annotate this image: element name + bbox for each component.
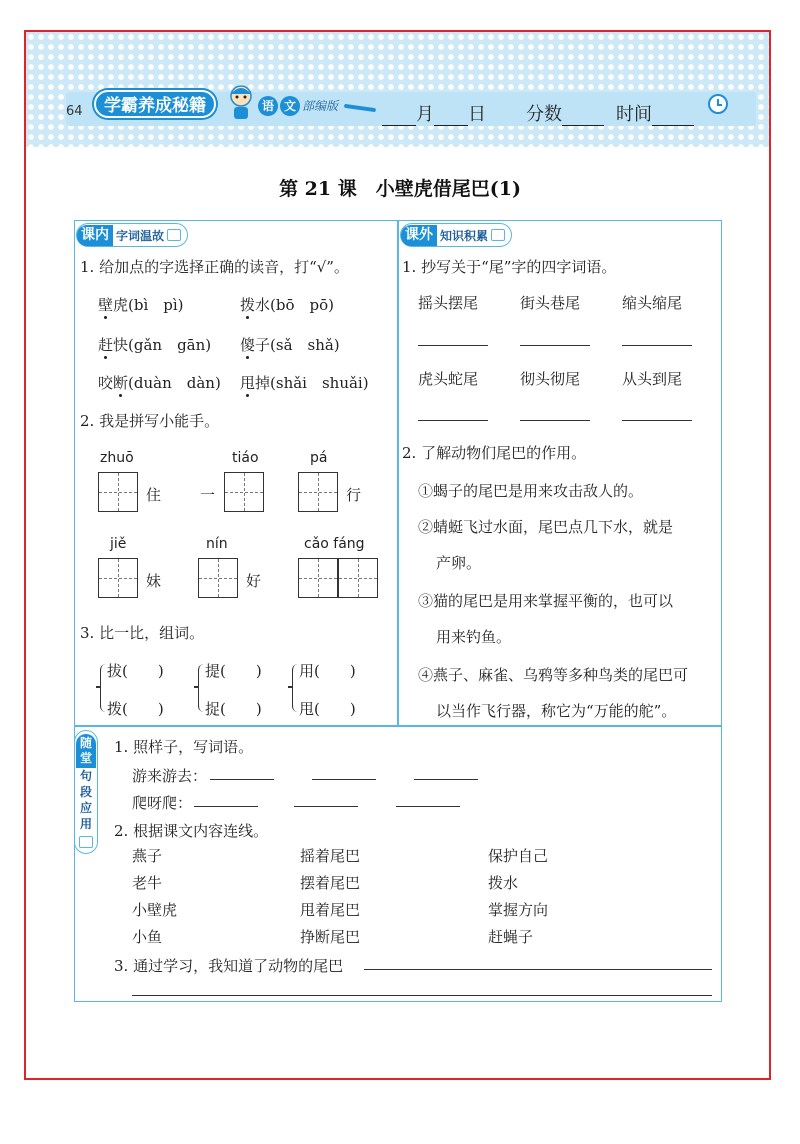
question-1-right: 1. 抄写关于“尾”字的四字词语。 xyxy=(402,258,617,276)
pinyin-label: zhuō xyxy=(100,450,134,466)
subject-badge xyxy=(258,96,300,116)
match-action[interactable]: 摇着尾巴 xyxy=(300,847,361,865)
writing-grid[interactable] xyxy=(224,472,264,512)
book-icon xyxy=(491,229,505,241)
book-icon xyxy=(167,229,181,241)
pinyin-label: tiáo xyxy=(232,450,259,466)
pinyin-label: nín xyxy=(206,536,228,552)
word-blank[interactable] xyxy=(194,806,258,807)
copy-blank[interactable] xyxy=(622,345,692,346)
month-label: 月 xyxy=(416,104,434,125)
match-animal[interactable]: 燕子 xyxy=(132,847,163,865)
clock-icon xyxy=(708,94,728,114)
idiom: 从头到尾 xyxy=(622,370,683,388)
time-label: 时间 xyxy=(616,104,652,125)
fact-line: 用来钓鱼。 xyxy=(436,628,512,646)
question-2-bottom: 2. 根据课文内容连线。 xyxy=(114,822,269,840)
idiom: 彻头彻尾 xyxy=(520,370,581,388)
copy-blank[interactable] xyxy=(418,420,488,421)
compare-item[interactable]: 拨( ) xyxy=(107,700,164,718)
compare-item[interactable]: 提( ) xyxy=(205,662,262,680)
grid-char: 好 xyxy=(246,572,262,590)
tag-text: 字词温故 xyxy=(116,228,165,243)
word-blank[interactable] xyxy=(414,779,478,780)
pronunciation-item[interactable]: 赶快(gǎn gān) xyxy=(98,336,212,354)
pronunciation-item[interactable]: 壁虎(bì pì) xyxy=(98,296,184,314)
answer-blank[interactable] xyxy=(364,969,712,970)
grid-char: 行 xyxy=(346,486,362,504)
match-animal[interactable]: 小壁虎 xyxy=(132,901,178,919)
date-score-line xyxy=(382,100,694,126)
copy-blank[interactable] xyxy=(520,420,590,421)
section-tag-extracurricular xyxy=(400,223,512,247)
word-blank[interactable] xyxy=(294,806,358,807)
example-word: 爬呀爬： xyxy=(132,794,193,812)
question-3-left: 3. 比一比，组词。 xyxy=(80,624,205,642)
vtag-box: 随堂 xyxy=(76,734,96,768)
pronunciation-item[interactable]: 傻子(sǎ shǎ) xyxy=(240,336,340,354)
question-1-left: 1. 给加点的字选择正确的读音，打“√”。 xyxy=(80,258,349,276)
answer-blank[interactable] xyxy=(132,995,712,996)
fact-line: 产卵。 xyxy=(436,554,482,572)
match-animal[interactable]: 老牛 xyxy=(132,874,163,892)
tag-box: 课内 xyxy=(77,225,113,246)
match-purpose[interactable]: 保护自己 xyxy=(488,847,549,865)
vtag-char: 段 xyxy=(79,785,92,799)
word-blank[interactable] xyxy=(312,779,376,780)
writing-grid[interactable] xyxy=(98,472,138,512)
fact-line: ③猫的尾巴是用来掌握平衡的，也可以 xyxy=(418,592,674,610)
writing-grid[interactable] xyxy=(198,558,238,598)
pinyin-label: jiě xyxy=(110,536,127,552)
compare-item[interactable]: 甩( ) xyxy=(299,700,356,718)
tag-box: 课外 xyxy=(401,225,437,246)
score-blank[interactable] xyxy=(562,108,604,126)
pronunciation-item[interactable]: 咬断(duàn dàn) xyxy=(98,374,221,392)
brand-logo: 学霸养成秘籍 xyxy=(94,90,216,118)
page-number: 64 xyxy=(66,104,83,119)
match-purpose[interactable]: 赶蝇子 xyxy=(488,928,534,946)
idiom: 摇头摆尾 xyxy=(418,294,479,312)
vtag-char: 应 xyxy=(79,801,92,815)
idiom: 虎头蛇尾 xyxy=(418,370,479,388)
day-label: 日 xyxy=(468,104,486,125)
tag-text: 知识积累 xyxy=(440,228,489,243)
grid-char: 一 xyxy=(200,486,216,504)
day-blank[interactable] xyxy=(434,108,468,126)
time-blank[interactable] xyxy=(652,108,694,126)
pronunciation-item[interactable]: 拨水(bō pō) xyxy=(240,296,334,314)
question-1-bottom: 1. 照样子，写词语。 xyxy=(114,738,254,756)
mascot-icon xyxy=(226,82,256,122)
match-action[interactable]: 挣断尾巴 xyxy=(300,928,361,946)
grid-char: 住 xyxy=(146,486,162,504)
month-blank[interactable] xyxy=(382,108,416,126)
copy-blank[interactable] xyxy=(418,345,488,346)
match-purpose[interactable]: 掌握方向 xyxy=(488,901,549,919)
grid-char: 妹 xyxy=(146,572,162,590)
fact-line: ②蜻蜓飞过水面，尾巴点几下水，就是 xyxy=(418,518,674,536)
example-word: 游来游去： xyxy=(132,767,208,785)
pronunciation-item[interactable]: 甩掉(shǎi shuǎi) xyxy=(240,374,369,392)
compare-item[interactable]: 拔( ) xyxy=(107,662,164,680)
match-action[interactable]: 甩着尾巴 xyxy=(300,901,361,919)
vtag-char: 句 xyxy=(79,769,92,783)
idiom: 街头巷尾 xyxy=(520,294,581,312)
question-2-left: 2. 我是拼写小能手。 xyxy=(80,412,220,430)
section-tag-in-class-application xyxy=(74,730,98,854)
compare-item[interactable]: 用( ) xyxy=(299,662,356,680)
pinyin-label: pá xyxy=(310,450,328,466)
compare-item[interactable]: 捉( ) xyxy=(205,700,262,718)
section-tag-in-class xyxy=(76,223,188,247)
vtag-char: 用 xyxy=(79,817,92,831)
question-2-right: 2. 了解动物们尾巴的作用。 xyxy=(402,444,587,462)
fact-line: 以当作飞行器，称它为“万能的舵”。 xyxy=(436,702,677,720)
writing-grid[interactable] xyxy=(298,472,338,512)
idiom: 缩头缩尾 xyxy=(622,294,683,312)
question-3-bottom: 3. 通过学习，我知道了动物的尾巴 xyxy=(114,957,344,975)
word-blank[interactable] xyxy=(396,806,460,807)
score-label: 分数 xyxy=(526,104,562,125)
subject-char: 语 xyxy=(258,96,278,116)
copy-blank[interactable] xyxy=(622,420,692,421)
pinyin-label: cǎo fáng xyxy=(304,536,365,552)
fact-line: ④燕子、麻雀、乌鸦等多种鸟类的尾巴可 xyxy=(418,666,689,684)
copy-blank[interactable] xyxy=(520,345,590,346)
writing-grid[interactable] xyxy=(298,558,338,598)
writing-grid[interactable] xyxy=(338,558,378,598)
lesson-title: 第 21 课 小壁虎借尾巴(1) xyxy=(279,178,521,200)
fact-line: ①蝎子的尾巴是用来攻击敌人的。 xyxy=(418,482,644,500)
edition-label: 部编版 xyxy=(302,99,339,113)
match-purpose[interactable]: 拨水 xyxy=(488,874,519,892)
word-blank[interactable] xyxy=(210,779,274,780)
writing-grid[interactable] xyxy=(98,558,138,598)
book-icon xyxy=(79,836,93,848)
subject-char: 文 xyxy=(280,96,300,116)
match-animal[interactable]: 小鱼 xyxy=(132,928,163,946)
match-action[interactable]: 摆着尾巴 xyxy=(300,874,361,892)
